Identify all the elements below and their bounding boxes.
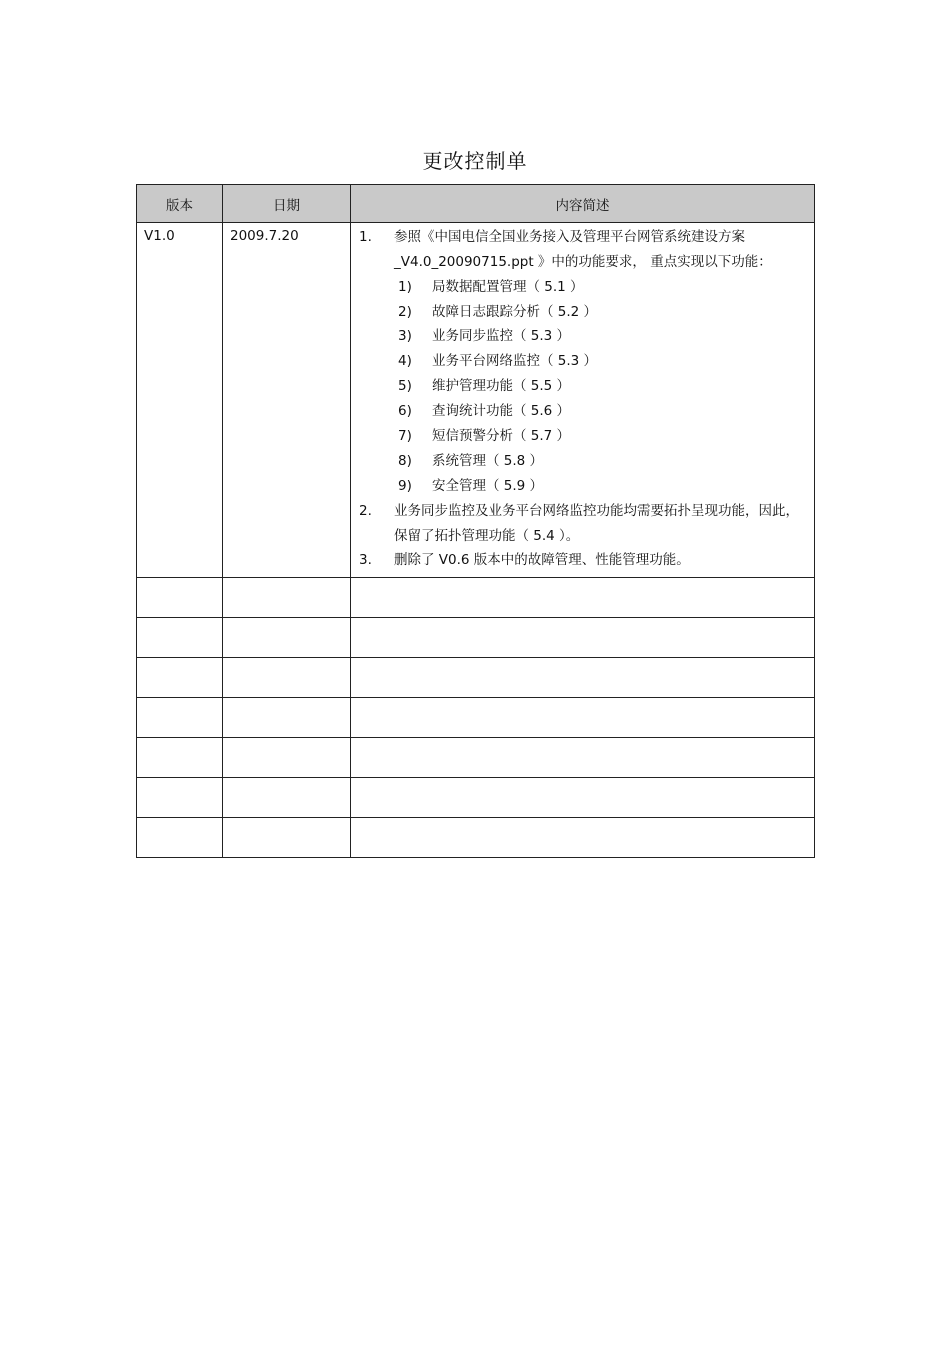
content-cell [351,698,815,738]
sub-list-item-number: 2) [398,303,412,320]
version-value [137,618,222,621]
date-value [223,818,350,821]
page-title: 更改控制单 [422,149,528,173]
sub-list-item-text: 局数据配置管理（ 5.1 ） [432,278,584,295]
version-value [137,738,222,741]
version-value [137,818,222,821]
sub-list-item-text: 短信预警分析（ 5.7 ） [432,428,571,445]
version-value [137,778,222,781]
version-cell [137,698,223,738]
sub-list-item-text: 业务同步监控（ 5.3 ） [432,328,571,345]
table-row [137,698,815,738]
date-value [223,578,350,581]
table-row [137,618,815,658]
change-control-table [136,184,815,858]
version-value [137,658,222,661]
sub-list-item [351,449,814,474]
sub-list-item-number: 3) [398,328,412,345]
list-item [351,225,814,275]
version-cell [137,618,223,658]
version-cell [137,578,223,618]
content-cell [351,658,815,698]
list-item-text: 参照《中国电信全国业务接入及管理平台网管系统建设方案_V4.0_20090715.ppt 》中的功能要求， 重点实现以下功能： [394,229,772,270]
sub-list-item [351,374,814,399]
date-value [223,658,350,661]
date-value [223,738,350,741]
table-row [137,778,815,818]
sub-list-item [351,324,814,349]
version-cell [137,658,223,698]
table-row [137,578,815,618]
list-item-number: 1. [359,229,372,245]
sub-list-item [351,474,814,499]
content-list [351,225,814,573]
version-cell [137,223,223,578]
header-content: 内容简述 [351,185,815,223]
table-row [137,818,815,858]
date-value [223,618,350,621]
version-cell [137,738,223,778]
sub-list-item-number: 1) [398,278,412,295]
sub-list-item-number: 9) [398,477,412,494]
list-item-text: 业务同步监控及业务平台网络监控功能均需要拓扑呈现功能，因此，保留了拓扑管理功能（ 5.4 ）。 [394,502,799,544]
content-cell [351,738,815,778]
sub-list-item [351,300,814,325]
header-date: 日期 [223,185,351,223]
table-header-row [137,185,815,223]
date-value: 2009.7.20 [230,228,299,244]
content-cell [351,618,815,658]
content-cell [351,818,815,858]
table-row [137,223,815,578]
sub-list-item-number: 6) [398,403,412,420]
sub-list-item-text: 故障日志跟踪分析（ 5.2 ） [432,303,598,320]
version-value: V1.0 [144,228,175,244]
content-cell [351,778,815,818]
content-value [351,818,814,821]
sub-list-item [351,399,814,424]
date-cell [223,223,351,578]
list-item-text: 删除了 V0.6 版本中的故障管理、性能管理功能。 [394,552,690,569]
sub-list-item-text: 系统管理（ 5.8 ） [432,452,544,469]
table-row [137,738,815,778]
date-value [223,698,350,701]
sub-list-item-number: 5) [398,378,412,395]
content-value [351,778,814,781]
content-value [351,658,814,661]
list-item-number: 3. [359,552,372,569]
content-cell [351,578,815,618]
sub-list-item-text: 业务平台网络监控（ 5.3 ） [432,353,598,370]
content-cell [351,223,815,578]
date-value [223,778,350,781]
date-cell [223,658,351,698]
version-value [137,698,222,701]
date-cell [223,698,351,738]
sub-list-item-number: 8) [398,452,412,469]
content-value [351,698,814,701]
date-cell [223,738,351,778]
sub-list-item-number: 4) [398,353,412,370]
sub-list-item [351,424,814,449]
date-cell [223,578,351,618]
sub-list-item-text: 维护管理功能（ 5.5 ） [432,378,571,395]
version-cell [137,778,223,818]
content-value [351,578,814,581]
header-version: 版本 [137,185,223,223]
date-cell [223,818,351,858]
sub-list-item-number: 7) [398,428,412,445]
sub-list-item [351,349,814,374]
sub-list-item [351,275,814,300]
date-cell [223,778,351,818]
content-value [351,738,814,741]
table-row [137,658,815,698]
version-cell [137,818,223,858]
content-value [351,618,814,621]
sub-list [351,275,814,499]
sub-list-item-text: 查询统计功能（ 5.6 ） [432,403,571,420]
list-item [351,548,814,573]
date-cell [223,618,351,658]
list-item-number: 2. [359,502,372,519]
sub-list-item-text: 安全管理（ 5.9 ） [432,477,544,494]
version-value [137,578,222,581]
list-item [351,499,814,549]
